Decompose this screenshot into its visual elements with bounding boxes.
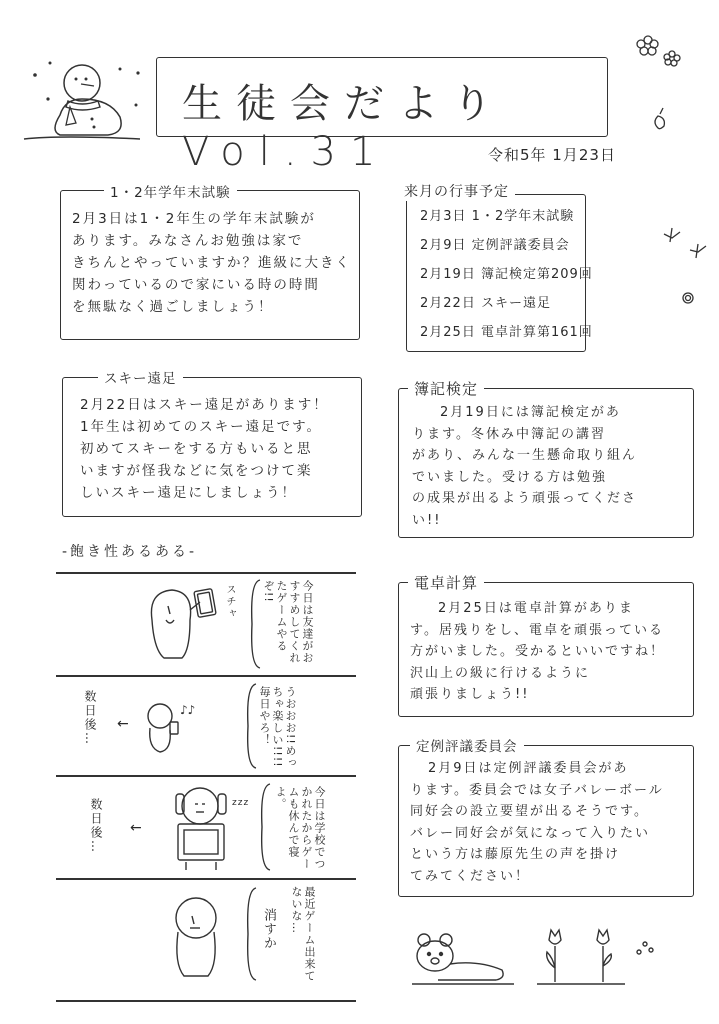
teirei-heading: 定例評議委員会 (410, 735, 524, 755)
comic-divider (56, 878, 356, 880)
teirei-body (410, 758, 692, 887)
comic-speech: 今日は学校でつかれたからゲームも休んで寝よ。 (274, 786, 326, 870)
comic-speech: 最近ゲーム出来てないな… (290, 886, 316, 982)
comic-panel-1-character (138, 580, 228, 670)
boki-heading: 簿記検定 (408, 378, 484, 399)
comic-sfx: zzz (232, 798, 250, 808)
bear-illustration (408, 930, 518, 990)
dentaku-heading: 電卓計算 (408, 572, 484, 593)
dentaku-line: 頑張りましょう!! (410, 687, 530, 702)
boki-line: い!! (412, 512, 442, 528)
schedule-heading: 来月の行事予定 (398, 181, 515, 201)
svg-text:♪♪: ♪♪ (180, 703, 196, 717)
schedule-item: 2月22日 スキー遠足 (420, 296, 551, 311)
issue-date: 令和5年 1月23日 (488, 146, 616, 164)
exam-line: きちんとやっていますか？進級に大きく (72, 255, 351, 271)
ski-line: 1年生は初めてのスキー遠足です。 (80, 419, 323, 435)
speech-bracket (258, 782, 272, 872)
exam-body (72, 208, 357, 318)
comic-speech: うおおお!!めっちゃ楽しい!!!!毎日やろ！ (258, 686, 297, 769)
comic-speech: 消すか (261, 908, 276, 950)
schedule-item: 2月3日 1・2学年末試験 (420, 209, 575, 224)
teirei-line: バレー同好会が気になって入りたい (410, 825, 651, 841)
comic-time-label: 数日後… (89, 798, 103, 854)
comic-speech: 今日は友達がおすすめしてくれたゲームやるぞ!! (262, 580, 314, 664)
dentaku-line: 方がいました。受かるといいですね！ (410, 644, 666, 659)
comic-sfx: スチャ (224, 584, 235, 620)
exam-line: 2月3日は1・2年生の学年末試験が (72, 211, 316, 227)
boki-body (412, 402, 690, 531)
speech-bracket (244, 886, 258, 982)
dentaku-line: 沢山上の級に行けるように (410, 665, 591, 681)
speech-bracket (248, 578, 262, 670)
schedule-item: 2月19日 簿記検定第209回 (420, 267, 593, 282)
flower-decoration-icon (630, 30, 700, 145)
ski-line: しいスキー遠足にしましょう！ (80, 485, 297, 501)
dentaku-line: 2月25日は電卓計算がありま (438, 601, 634, 616)
comic-heading: -飽き性あるある- (62, 544, 198, 560)
schedule-item: 2月25日 電卓計算第161回 (420, 325, 593, 340)
exam-line: を無駄なく過ごしましょう！ (72, 299, 274, 315)
boki-line: 2月19日には簿記検定があ (440, 405, 621, 420)
teirei-line: 2月9日は定例評議委員会があ (428, 761, 629, 776)
ski-line: いますが怪我などに気をつけて楽 (80, 463, 313, 479)
arrow-icon: ← (130, 820, 143, 836)
comic-divider (56, 775, 356, 777)
comic-panel-4-character (166, 894, 236, 984)
teirei-line: 同好会の設立要望が出るそうです。 (410, 804, 649, 819)
ski-heading: スキー遠足 (98, 367, 183, 387)
comic-divider (56, 572, 356, 574)
comic-time-label: 数日後… (83, 690, 97, 746)
arrow-icon: ← (117, 716, 130, 732)
comic-divider (56, 675, 356, 677)
exam-line: あります。みなさんお勉強は家で (72, 233, 304, 249)
comic-panel-2-character (138, 692, 208, 762)
boki-line: の成果が出るよう頑張ってくださ (412, 491, 638, 506)
ski-line: 初めてスキーをする方もいると思 (80, 441, 313, 457)
exam-heading: 1・2年学年末試験 (104, 181, 237, 201)
teirei-line: という方は藤原先生の声を掛け (410, 847, 621, 862)
teirei-line: ります。委員会では女子バレーボール (410, 782, 664, 798)
exam-line: 関わっているので家にいる時の時間 (72, 277, 320, 293)
comic-divider (56, 1000, 356, 1002)
boki-line: ります。冬休み中簿記の講習 (412, 426, 606, 442)
sprout-decoration-icon (660, 222, 715, 312)
page-title: 生徒会だより Vol.31 (182, 81, 506, 175)
boki-line: でいました。受ける方は勉強 (412, 469, 608, 485)
ski-line: 2月22日はスキー遠足があります！ (80, 397, 329, 413)
schedule-list (420, 202, 593, 347)
speech-bracket (244, 682, 258, 770)
dentaku-line: す。居残りをし、電卓を頑張っている (410, 622, 664, 638)
tulip-decoration-icon (535, 920, 665, 990)
boki-line: があり、みんな一生懸命取り組ん (412, 448, 638, 463)
ski-body (80, 394, 360, 504)
dentaku-body (410, 598, 692, 706)
teirei-line: てみてください！ (410, 868, 531, 884)
schedule-item: 2月9日 定例評議委員会 (420, 238, 570, 253)
snowman-illustration (20, 55, 150, 145)
